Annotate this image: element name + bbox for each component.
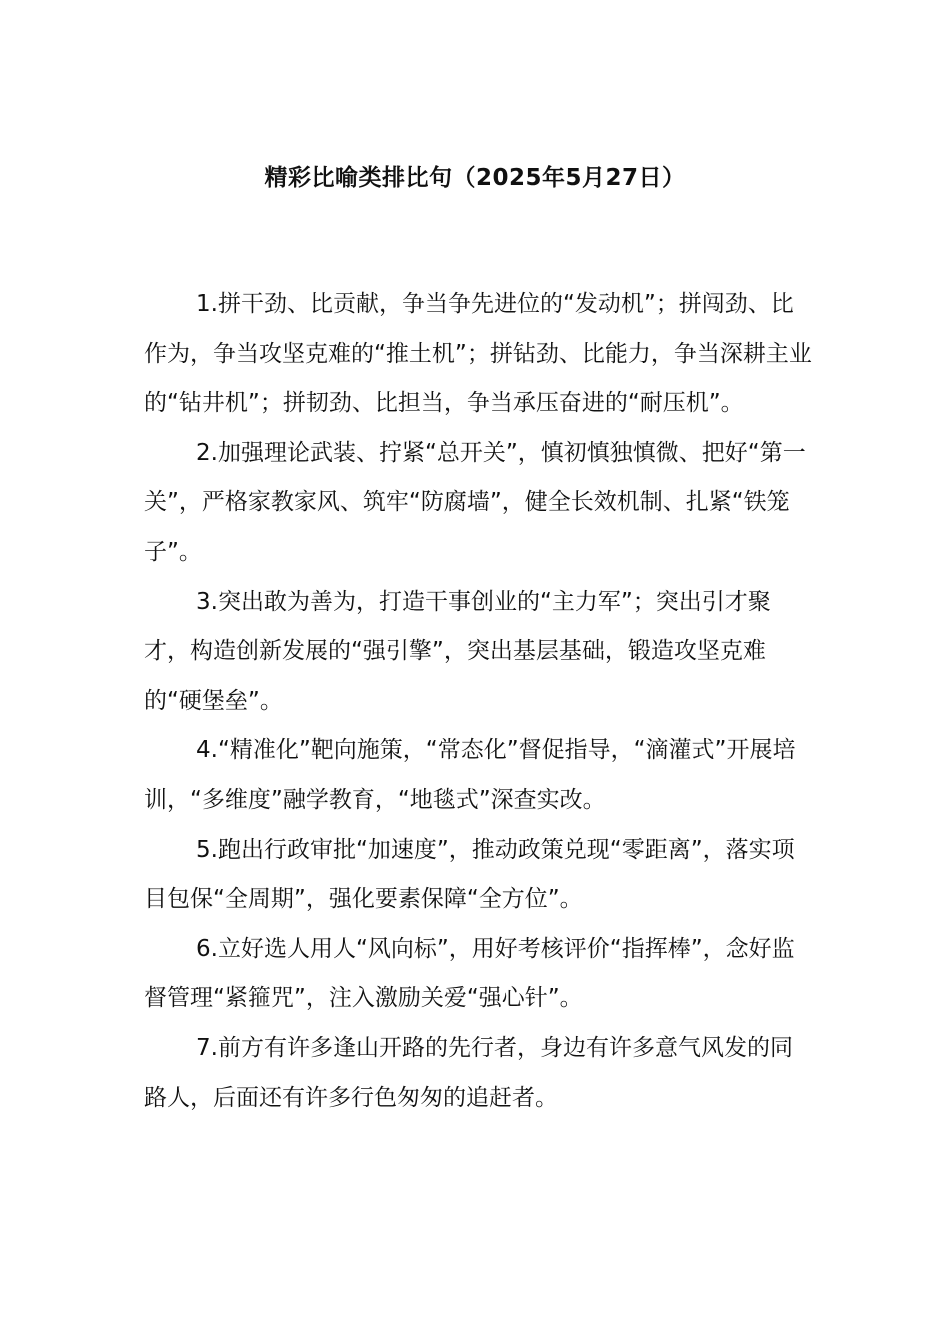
document-body <box>144 280 812 1123</box>
paragraph-6: 6.立好选人用人“风向标”，用好考核评价“指挥棒”，念好监督管理“紧箍咒”，注入激励关爱“强心针”。 <box>144 935 795 1012</box>
paragraph-2: 2.加强理论武装、拧紧“总开关”，慎初慎独慎微、把好“第一关”，严格家教家风、筑牢“防腐墙”，健全长效机制、扎紧“铁笼子”。 <box>144 439 806 565</box>
document-title: 精彩比喻类排比句（2025年5月27日） <box>264 165 686 191</box>
paragraph-3: 3.突出敢为善为，打造干事创业的“主力军”；突出引才聚才，构造创新发展的“强引擎”，突出基层基础，锻造攻坚克难的“硬堡垒”。 <box>144 588 771 714</box>
paragraph-1: 1.拼干劲、比贡献，争当争先进位的“发动机”；拼闯劲、比作为，争当攻坚克难的“推土机”；拼钻劲、比能力，争当深耕主业的“钻井机”；拼韧劲、比担当，争当承压奋进的“耐压机”。 <box>144 291 812 417</box>
paragraph-5: 5.跑出行政审批“加速度”，推动政策兑现“零距离”，落实项目包保“全周期”，强化要素保障“全方位”。 <box>144 836 795 913</box>
paragraph-7: 7.前方有许多逢山开路的先行者，身边有许多意气风发的同路人，后面还有许多行色匆匆的追赶者。 <box>144 1034 793 1111</box>
paragraph-4: 4.“精准化”靶向施策，“常态化”督促指导，“滴灌式”开展培训，“多维度”融学教育，“地毯式”深查实改。 <box>144 737 796 813</box>
